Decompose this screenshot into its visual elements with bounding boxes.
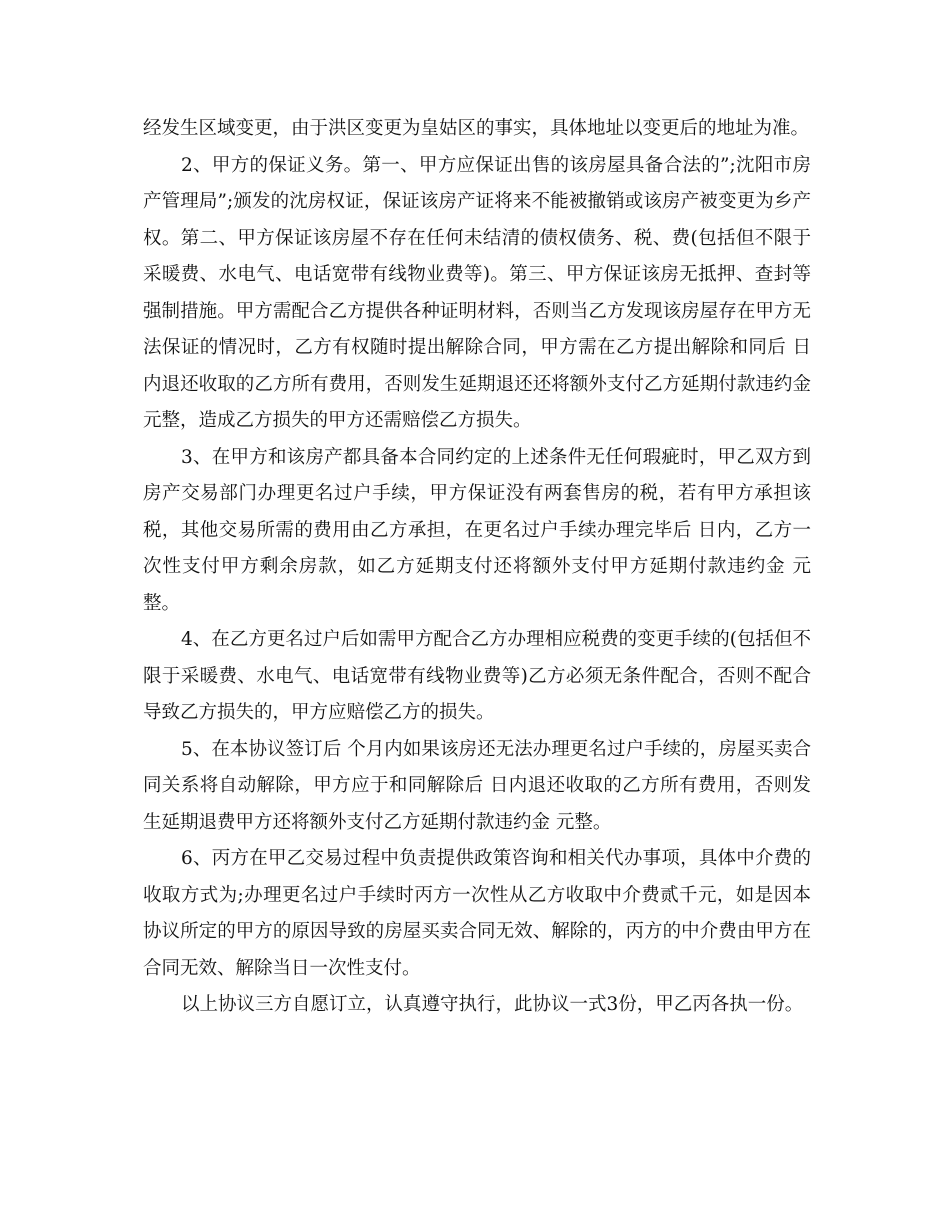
paragraph-continuation: 经发生区域变更，由于洪区变更为皇姑区的事实，具体地址以变更后的地址为准。 <box>143 118 810 139</box>
document-body <box>143 111 811 1024</box>
paragraph-clause-2: 2、甲方的保证义务。第一、甲方应保证出售的该房屋具备合法的”;沈阳市房产管理局”;颁发的沈房权证，保证该房产证将来不能被撤销或该房产被变更为乡产权。第二、甲方保证该房屋不存在任何未结清的债权债务、税、费(包括但不限于采暖费、水电气、电话宽带有线物业费等)。第三、甲方保证该房无抵押、查封等强制措施。甲方需配合乙方提供各种证明材料，否则当乙方发现该房屋存在甲方无法保证的情况时，乙方有权随时提出解除合同，甲方需在乙方提出解除和同后 日内退还收取的乙方所有费用，否则发生延期退还还将额外支付乙方延期付款违约金 元整，造成乙方损失的甲方还需赔偿乙方损失。 <box>143 154 811 431</box>
paragraph-clause-4: 4、在乙方更名过户后如需甲方配合乙方办理相应税费的变更手续的(包括但不限于采暖费、水电气、电话宽带有线物业费等)乙方必须无条件配合，否则不配合导致乙方损失的，甲方应赔偿乙方的损失。 <box>143 629 811 723</box>
paragraph-clause-3: 3、在甲方和该房产都具备本合同约定的上述条件无任何瑕疵时，甲乙双方到房产交易部门办理更名过户手续，甲方保证没有两套售房的税，若有甲方承担该税，其他交易所需的费用由乙方承担，在更名过户手续办理完毕后 日内，乙方一次性支付甲方剩余房款，如乙方延期支付还将额外支付甲方延期付款违约金 元整。 <box>143 446 811 614</box>
paragraph-clause-6: 6、丙方在甲乙交易过程中负责提供政策咨询和相关代办事项，具体中介费的收取方式为;办理更名过户手续时丙方一次性从乙方收取中介费贰千元，如是因本协议所定的甲方的原因导致的房屋买卖合同无效、解除的，丙方的中介费由甲方在合同无效、解除当日一次性支付。 <box>143 848 811 979</box>
paragraph-clause-5: 5、在本协议签订后 个月内如果该房还无法办理更名过户手续的，房屋买卖合同关系将自动解除，甲方应于和同解除后 日内退还收取的乙方所有费用，否则发生延期退费甲方还将额外支付乙方延期付款违约金 元整。 <box>143 738 811 833</box>
paragraph-closing: 以上协议三方自愿订立，认真遵守执行，此协议一式3份，甲乙丙各执一份。 <box>181 994 804 1015</box>
